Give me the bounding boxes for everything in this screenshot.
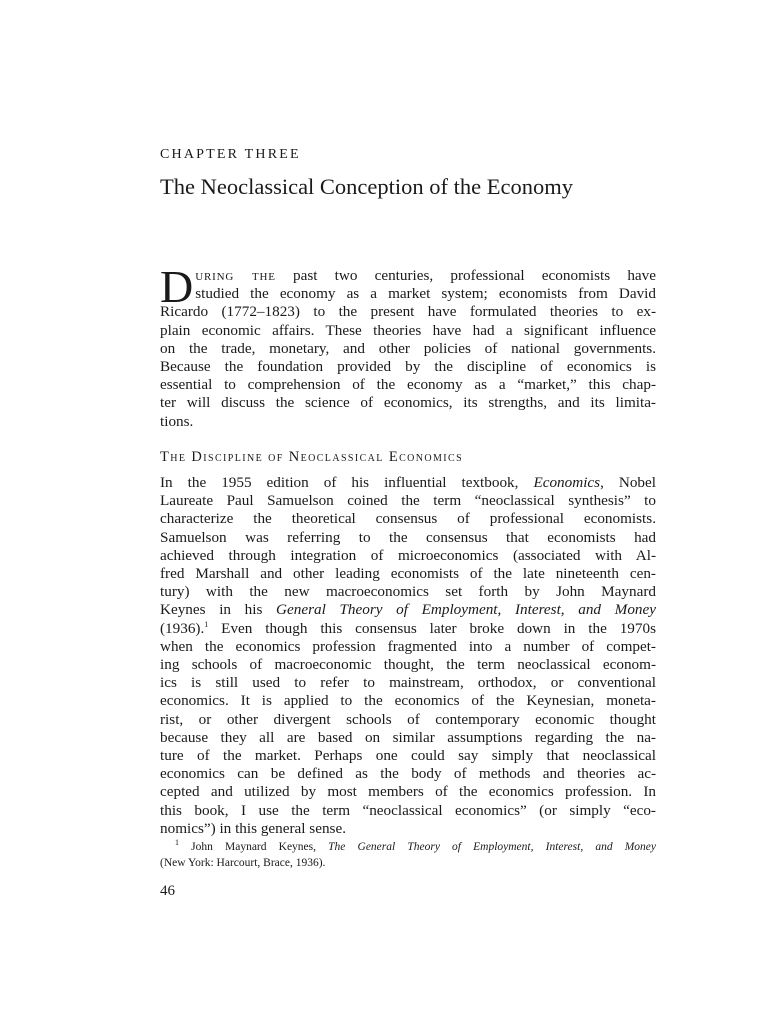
section-line-text: Even though this consensus later broke down in the 1970s <box>208 619 656 637</box>
intro-line: Ricardo (1772–1823) to the present have formulated theories to ex- <box>160 303 656 321</box>
section-line: this book, I use the term “neoclassical economics” (or simply “eco- <box>160 801 656 819</box>
footnote-italic-title: The General Theory of Employment, Interest, and Money <box>328 841 656 853</box>
chapter-label: CHAPTER THREE <box>160 147 301 162</box>
intro-line: plain economic affairs. These theories have had a significant influence <box>160 321 656 339</box>
section-line: fred Marshall and other leading economists of the late nineteenth cen- <box>160 565 656 583</box>
intro-line: tions. <box>160 412 194 430</box>
intro-line: on the trade, monetary, and other policies of national governments. <box>160 339 656 357</box>
section-line: because they all are based on similar assumptions regarding the na- <box>160 728 656 746</box>
section-line: economics. It is applied to the economics of the Keynesian, moneta- <box>160 692 656 710</box>
intro-line: Because the foundation provided by the discipline of economics is <box>160 358 656 376</box>
section-line: achieved through integration of microeconomics (associated with Al- <box>160 546 656 564</box>
section-line: tury) with the new macroeconomics set forth by John Maynard <box>160 583 656 601</box>
drop-cap: D <box>160 261 194 312</box>
section-line-text: (1936). <box>160 619 205 637</box>
section-line: ics is still used to refer to mainstream, orthodox, or conventional <box>160 674 656 692</box>
section-line: ture of the market. Perhaps one could say simply that neoclassical <box>160 747 656 765</box>
page-number: 46 <box>160 883 175 899</box>
section-paragraph <box>160 474 656 838</box>
intro-line <box>160 267 656 285</box>
intro-line-text: past two centuries, professional economists have <box>275 267 656 284</box>
italic-title: General Theory of Employment, Interest, and Money <box>276 601 656 619</box>
footnote-reference[interactable]: 1 <box>204 619 209 629</box>
section-line-text: In the 1955 edition of his influential textbook, <box>160 474 534 491</box>
section-line <box>160 601 656 619</box>
section-line: Samuelson was referring to the consensus that economists had <box>160 528 656 546</box>
section-line: Laureate Paul Samuelson coined the term “neoclassical synthesis” to <box>160 492 656 510</box>
section-line: economics can be defined as the body of methods and theories ac- <box>160 765 656 783</box>
section-line: rist, or other divergent schools of contemporary economic thought <box>160 710 656 728</box>
section-line: nomics”) in this general sense. <box>160 819 346 837</box>
intro-line: essential to comprehension of the economy as a “market,” this chap- <box>160 376 656 394</box>
intro-line: studied the economy as a market system; economists from David <box>195 285 656 303</box>
section-line <box>160 620 656 638</box>
intro-paragraph <box>160 261 656 431</box>
intro-line: ter will discuss the science of economics, its strengths, and its limita- <box>160 394 656 412</box>
section-line: when the economics profession fragmented into a number of compet- <box>160 637 656 655</box>
section-line-text: Keynes in his <box>160 601 277 619</box>
footnote <box>160 840 656 871</box>
section-line-text: , Nobel <box>600 474 656 491</box>
footnote-line <box>160 840 656 856</box>
footnote-marker: 1 <box>175 838 179 848</box>
chapter-title: The Neoclassical Conception of the Economy <box>160 174 573 199</box>
section-line: ing schools of macroeconomic thought, the term neoclassical econom- <box>160 656 656 674</box>
footnote-line: (New York: Harcourt, Brace, 1936). <box>160 856 326 869</box>
section-line: characterize the theoretical consensus of professional economists. <box>160 510 656 528</box>
italic-title: Economics <box>533 474 601 491</box>
section-heading: The Discipline of Neoclassical Economics <box>160 449 464 465</box>
intro-lead-smallcaps: uring the <box>195 267 276 284</box>
section-line <box>160 474 656 492</box>
section-line: cepted and utilized by most members of the economics profession. In <box>160 783 656 801</box>
footnote-text: John Maynard Keynes, <box>179 841 329 853</box>
